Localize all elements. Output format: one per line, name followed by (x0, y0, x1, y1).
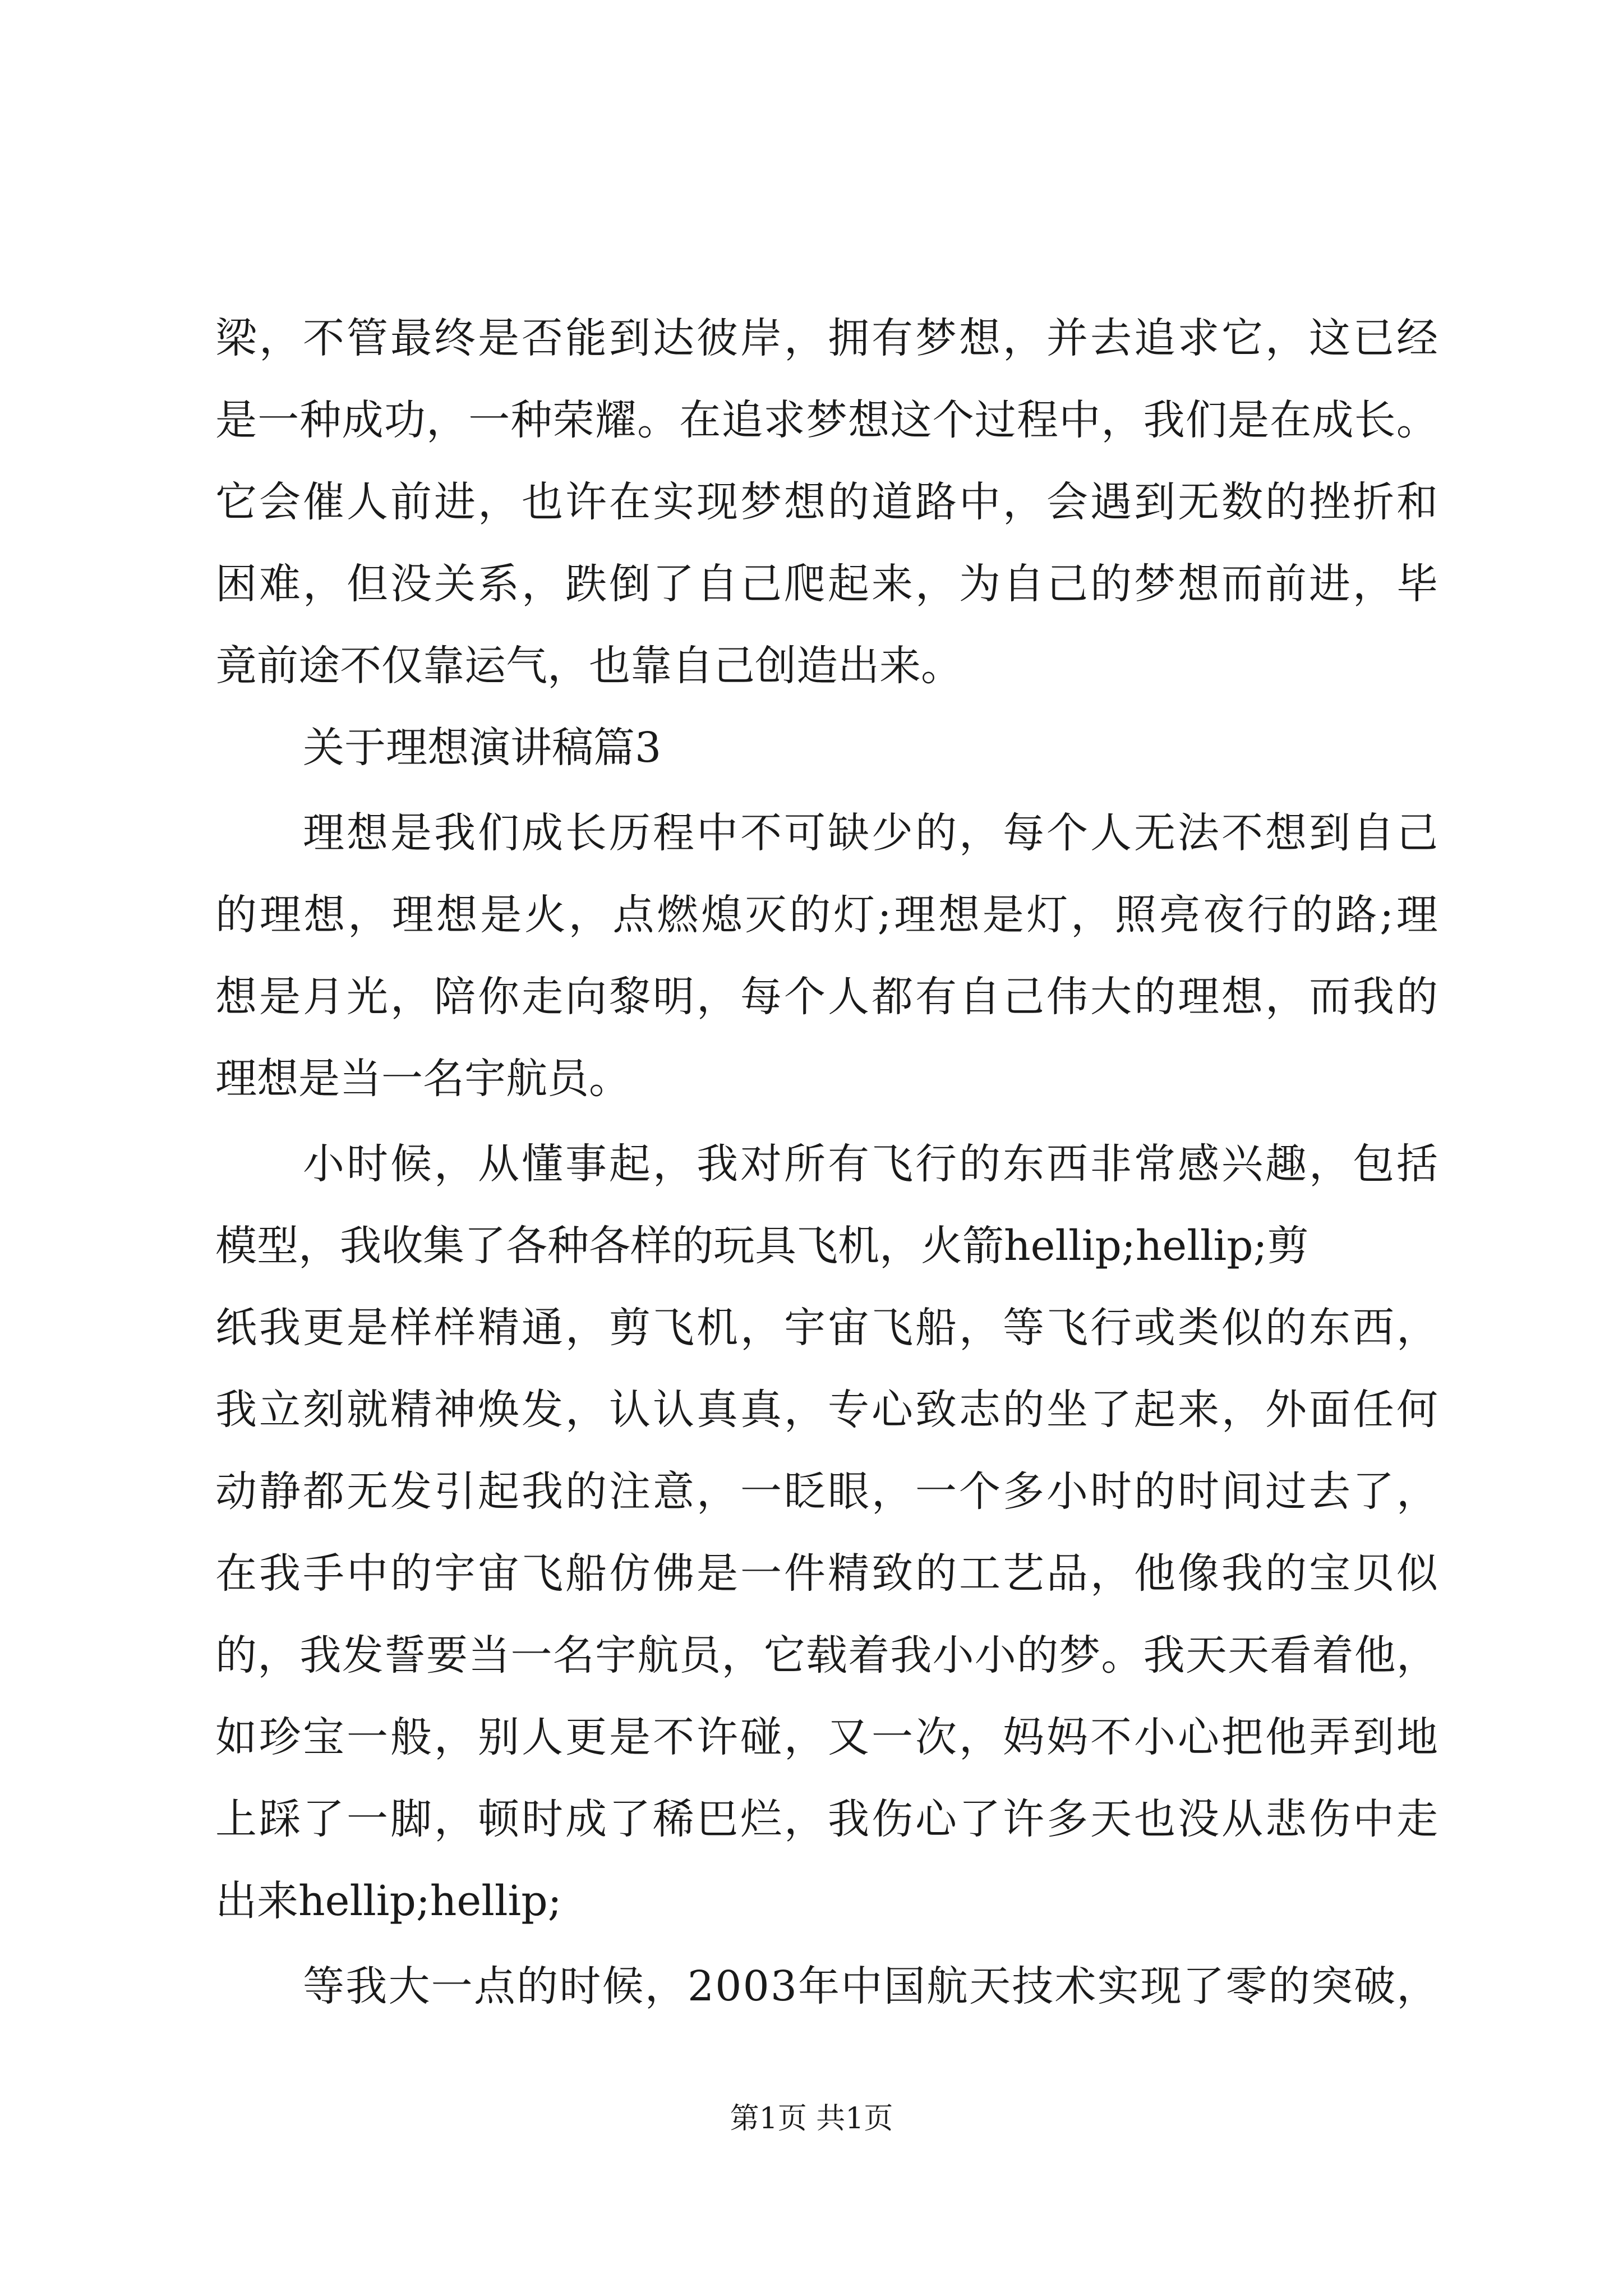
text-line: 如珍宝一般，别人更是不许碰，又一次，妈妈不小心把他弄到地 (215, 1713, 1440, 1761)
text-line: 它会催人前进，也许在实现梦想的道路中，会遇到无数的挫折和 (215, 478, 1440, 526)
text-line: 竟前途不仅靠运气，也靠自己创造出来。 (215, 642, 962, 690)
page-footer: 第1页 共1页 (730, 2102, 893, 2136)
paragraph (215, 297, 1438, 707)
text-line: 是一种成功，一种荣耀。在追求梦想这个过程中，我们是在成长。 (215, 396, 1439, 444)
text-line: 关于理想演讲稿篇3 (303, 724, 662, 772)
text-line: 纸我更是样样精通，剪飞机，宇宙飞船，等飞行或类似的东西， (215, 1304, 1440, 1352)
paragraph (215, 792, 1441, 1123)
text-line: 在我手中的宇宙飞船仿佛是一件精致的工艺品，他像我的宝贝似 (215, 1549, 1440, 1598)
text-line: 的理想，理想是火，点燃熄灭的灯;理想是灯，照亮夜行的路;理 (215, 891, 1441, 939)
text-line: 的，我发誓要当一名宇航员，它载着我小小的梦。我天天看着他， (215, 1631, 1439, 1680)
paragraph (215, 1945, 1438, 2031)
text-line: 理想是我们成长历程中不可缺少的，每个人无法不想到自己 (303, 809, 1440, 857)
text-line: 梁，不管最终是否能到达彼岸，拥有梦想，并去追求它，这已经 (215, 314, 1440, 362)
text-line: 等我大一点的时候，2003年中国航天技术实现了零的突破， (303, 1962, 1440, 2010)
text-line: 理想是当一名宇航员。 (215, 1055, 630, 1103)
text-line: 想是月光，陪你走向黎明，每个人都有自己伟大的理想，而我的 (215, 973, 1440, 1021)
paragraph-gap (215, 2027, 1438, 2031)
document-body (215, 297, 1441, 2031)
text-line: 小时候，从懂事起，我对所有飞行的东西非常感兴趣，包括 (303, 1140, 1440, 1188)
text-line: 模型，我收集了各种各样的玩具飞机，火箭hellip;hellip;剪 (215, 1222, 1309, 1270)
text-line: 动静都无发引起我的注意，一眨眼，一个多小时的时间过去了， (215, 1467, 1440, 1516)
text-line: 上踩了一脚，顿时成了稀巴烂，我伤心了许多天也没从悲伤中走 (215, 1795, 1440, 1843)
text-line: 我立刻就精神焕发，认认真真，专心致志的坐了起来，外面任何 (215, 1386, 1440, 1434)
text-line: 困难，但没关系，跌倒了自己爬起来，为自己的梦想而前进，毕 (215, 560, 1440, 608)
section-heading (215, 707, 1438, 792)
text-line: 出来hellip;hellip; (215, 1877, 562, 1925)
paragraph (215, 1123, 1438, 1945)
